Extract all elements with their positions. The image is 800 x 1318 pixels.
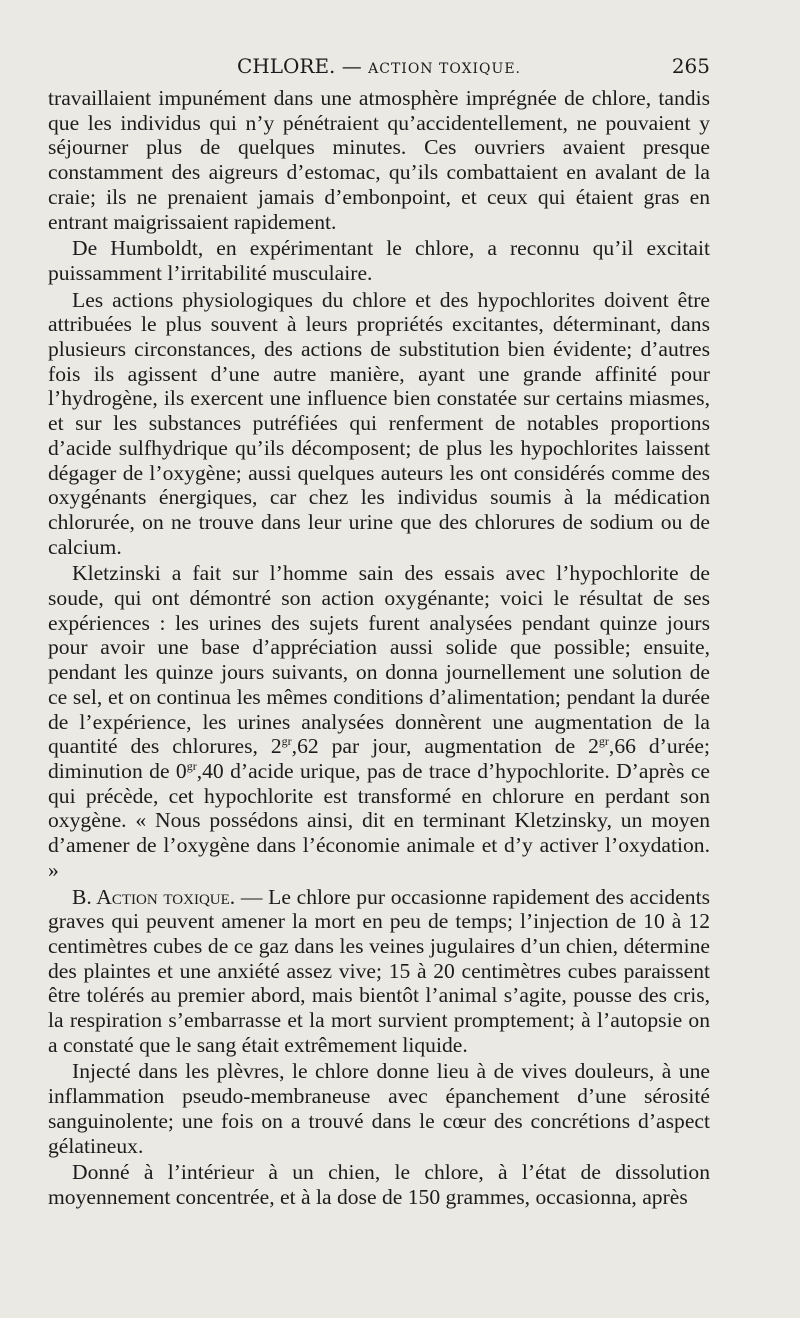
paragraph-4-text-a: Kletzinski a fait sur l’homme sain des essais avec l’hypochlorite de soude, qui ont démontré son action oxygénante; voici le résultat de ses expériences : les urines des sujets furent analysées pendant quinze jours pour avoir une base d’appréciation aussi solide que possible; ensuite, pendant les quinze jours suivants, on donna journellement une solution de ce sel, et on continua les mêmes conditions d’alimentation; pendant la durée de l’expérience, les urines analysées donnèrent une augmentation de la quantité des chlorures, 2 (48, 561, 710, 759)
running-head (48, 54, 710, 78)
paragraph-5-text: — Le chlore pur occasionne rapidement des accidents graves qui peuvent amener la mort en peu de temps; l’injection de 10 à 12 centimètres cubes de ce gaz dans les veines jugulaires d’un chien, détermine des plaintes et une anxiété assez vive; 15 à 20 centimètres cubes paraissent être tolérés au premier abord, mais bientôt l’animal s’agite, pousse des cris, la respiration s’embarrasse et la mort survient promptement; à l’autopsie on a constaté que le sang était extrêmement liquide. (48, 884, 711, 1057)
paragraph-1: travaillaient impunément dans une atmosphère imprégnée de chlore, tandis que les individus qui n’y pénétraient qu’accidentellement, ne pouvaient y séjourner plus de quelques minutes. Ces ouvriers avaient presque constamment des aigreurs d’estomac, qu’ils combattaient en avalant de la craie; ils ne prenaient jamais d’embonpoint, et ceux qui étaient gras en entrant maigrissaient rapidement. (48, 86, 710, 234)
running-title: CHLORE. (236, 54, 336, 78)
paragraph-4 (48, 561, 710, 882)
paragraph-5 (48, 885, 710, 1058)
paragraph-2: De Humboldt, en expérimentant le chlore, a reconnu qu’il excitait puissamment l’irritabilité musculaire. (48, 236, 710, 285)
running-section: ACTION TOXIQUE. (368, 61, 522, 77)
section-heading-action-toxique: B. Action toxique. (72, 884, 236, 909)
page-number: 265 (671, 54, 710, 78)
paragraph-4-text-b: ,62 par jour, augmentation de 2 (291, 734, 599, 759)
paragraph-7: Donné à l’intérieur à un chien, le chlore, à l’état de dissolution moyennement concentrée, et à la dose de 150 grammes, occasionna, après (48, 1160, 710, 1209)
unit-gramme-3: gr (186, 758, 197, 773)
paragraph-4-text-d: ,40 d’acide urique, pas de trace d’hypochlorite. D’après ce qui précède, cet hypochlorite est transformé en chlorure en perdant son oxygène. « Nous possédons ainsi, dit en terminant Kletzinsky, un moyen d’amener de l’oxygène dans l’économie animale et d’y activer l’oxydation. » (48, 758, 710, 882)
unit-gramme-2: gr (598, 734, 609, 749)
body-text (48, 86, 710, 1210)
unit-gramme-1: gr (281, 734, 292, 749)
paragraph-6: Injecté dans les plèvres, le chlore donne lieu à de vives douleurs, à une inflammation pseudo-membraneuse avec épanchement d’une sérosité sanguinolente; une fois on a trouvé dans le cœur des concrétions d’aspect gélatineux. (48, 1059, 710, 1158)
header-separator: — (341, 54, 362, 78)
paragraph-4-text-c: ,66 d’urée; diminution de 0 (48, 734, 710, 783)
page-header (48, 54, 710, 84)
paragraph-3: Les actions physiologiques du chlore et des hypochlorites doivent être attribuées le plus souvent à leurs propriétés excitantes, déterminant, dans plusieurs circonstances, des actions de substitution bien évidente; d’autres fois ils agissent d’une autre manière, ayant une grande affinité pour l’hydrogène, ils exercent une influence bien constatée sur certains miasmes, et sur les substances putréfiées qui renferment de notables proportions d’acide sulfhydrique qu’ils décomposent; de plus les hypochlorites laissent dégager de l’oxygène; aussi quelques auteurs les ont considérés comme des oxygénants énergiques, car chez les individus soumis à la médication chlorurée, on ne trouve dans leur urine que des chlorures de sodium ou de calcium. (48, 287, 710, 559)
